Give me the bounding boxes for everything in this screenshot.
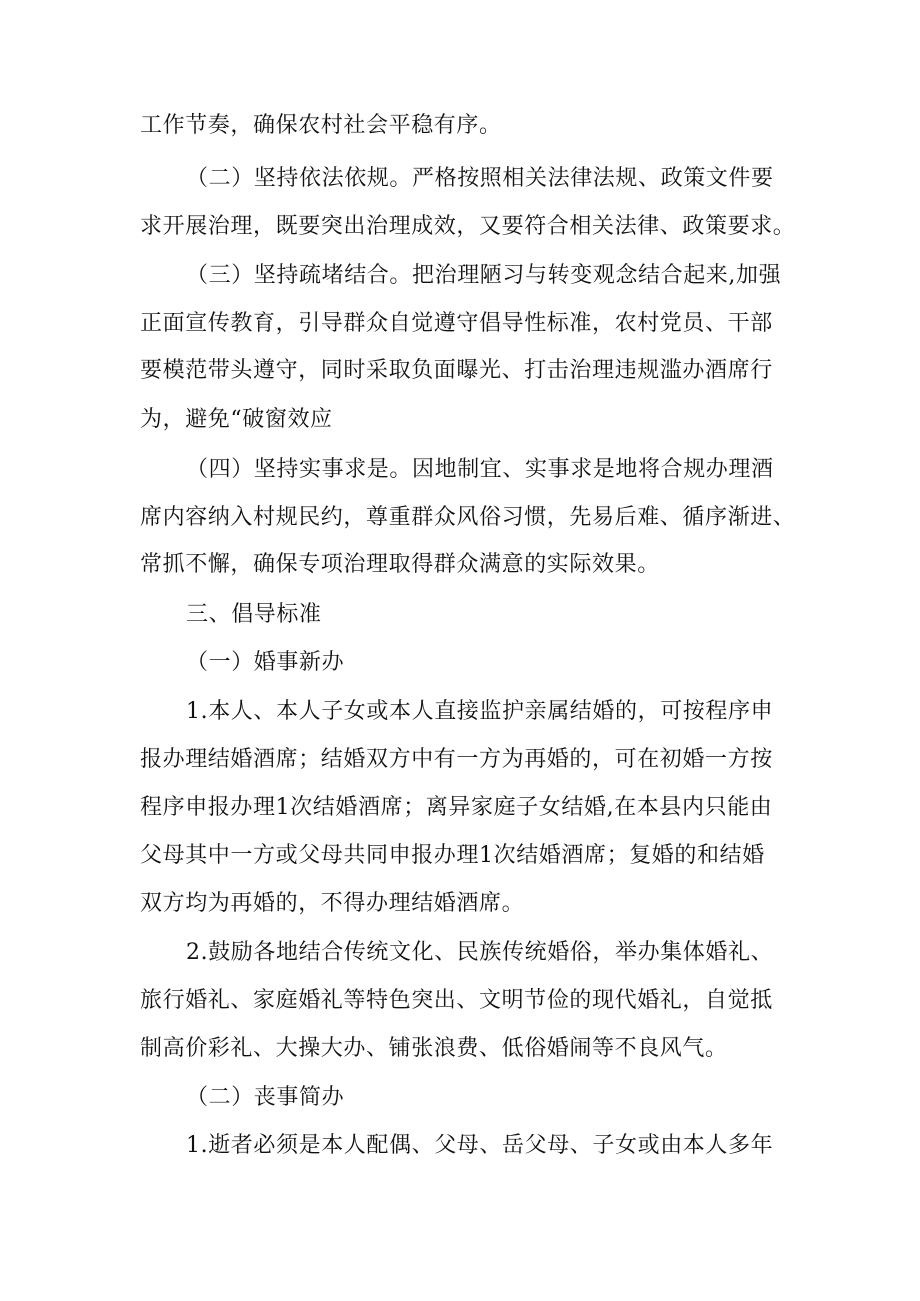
text-line: （二）坚持依法依规。严格按照相关法律法规、政策文件要 — [186, 166, 774, 191]
text-line: 常抓不懈，确保专项治理取得群众满意的实际效果。 — [140, 552, 660, 577]
text-line: 1.逝者必须是本人配偶、父母、岳父母、子女或由本人多年 — [186, 1133, 774, 1158]
text-line: 求开展治理，既要突出治理成效，又要符合相关法律、政策要求。 — [140, 214, 796, 239]
text-line: 为，避免“破窗效应 — [140, 407, 333, 432]
text-line: 正面宣传教育，引导群众自觉遵守倡导性标准，农村党员、干部 — [140, 311, 773, 336]
text-line: 要模范带头遵守，同时采取负面曝光、打击治理违规滥办酒席行 — [140, 358, 773, 383]
text-line: （三）坚持疏堵结合。把治理陋习与转变观念结合起来,加强 — [186, 263, 782, 288]
text-line: 席内容纳入村规民约，尊重群众风俗习惯，先易后难、循序渐进、 — [140, 505, 796, 530]
text-line: 父母其中一方或父母共同申报办理1次结婚酒席；复婚的和结婚 — [140, 843, 765, 868]
subsection-heading: （二）丧事简办 — [186, 1085, 345, 1110]
text-line: 1.本人、本人子女或本人直接监护亲属结婚的，可按程序申 — [186, 699, 774, 724]
text-line: 双方均为再婚的，不得办理结婚酒席。 — [140, 891, 525, 916]
subsection-heading: （一）婚事新办 — [186, 650, 345, 675]
section-heading: 三、倡导标准 — [186, 602, 322, 627]
text-line: （四）坚持实事求是。因地制宜、实事求是地将合规办理酒 — [186, 457, 774, 482]
text-line: 工作节奏，确保农村社会平稳有序。 — [140, 113, 502, 138]
text-line: 旅行婚礼、家庭婚礼等特色突出、文明节俭的现代婚礼，自觉抵 — [140, 988, 773, 1013]
text-line: 2.鼓励各地结合传统文化、民族传统婚俗，举办集体婚礼、 — [186, 940, 774, 965]
text-line: 制高价彩礼、大操大办、铺张浪费、低俗婚闹等不良风气。 — [140, 1036, 728, 1061]
text-line: 报办理结婚酒席；结婚双方中有一方为再婚的，可在初婚一方按 — [140, 747, 773, 772]
text-line: 程序申报办理1次结婚酒席；离异家庭子女结婚,在本县内只能由 — [140, 795, 773, 820]
